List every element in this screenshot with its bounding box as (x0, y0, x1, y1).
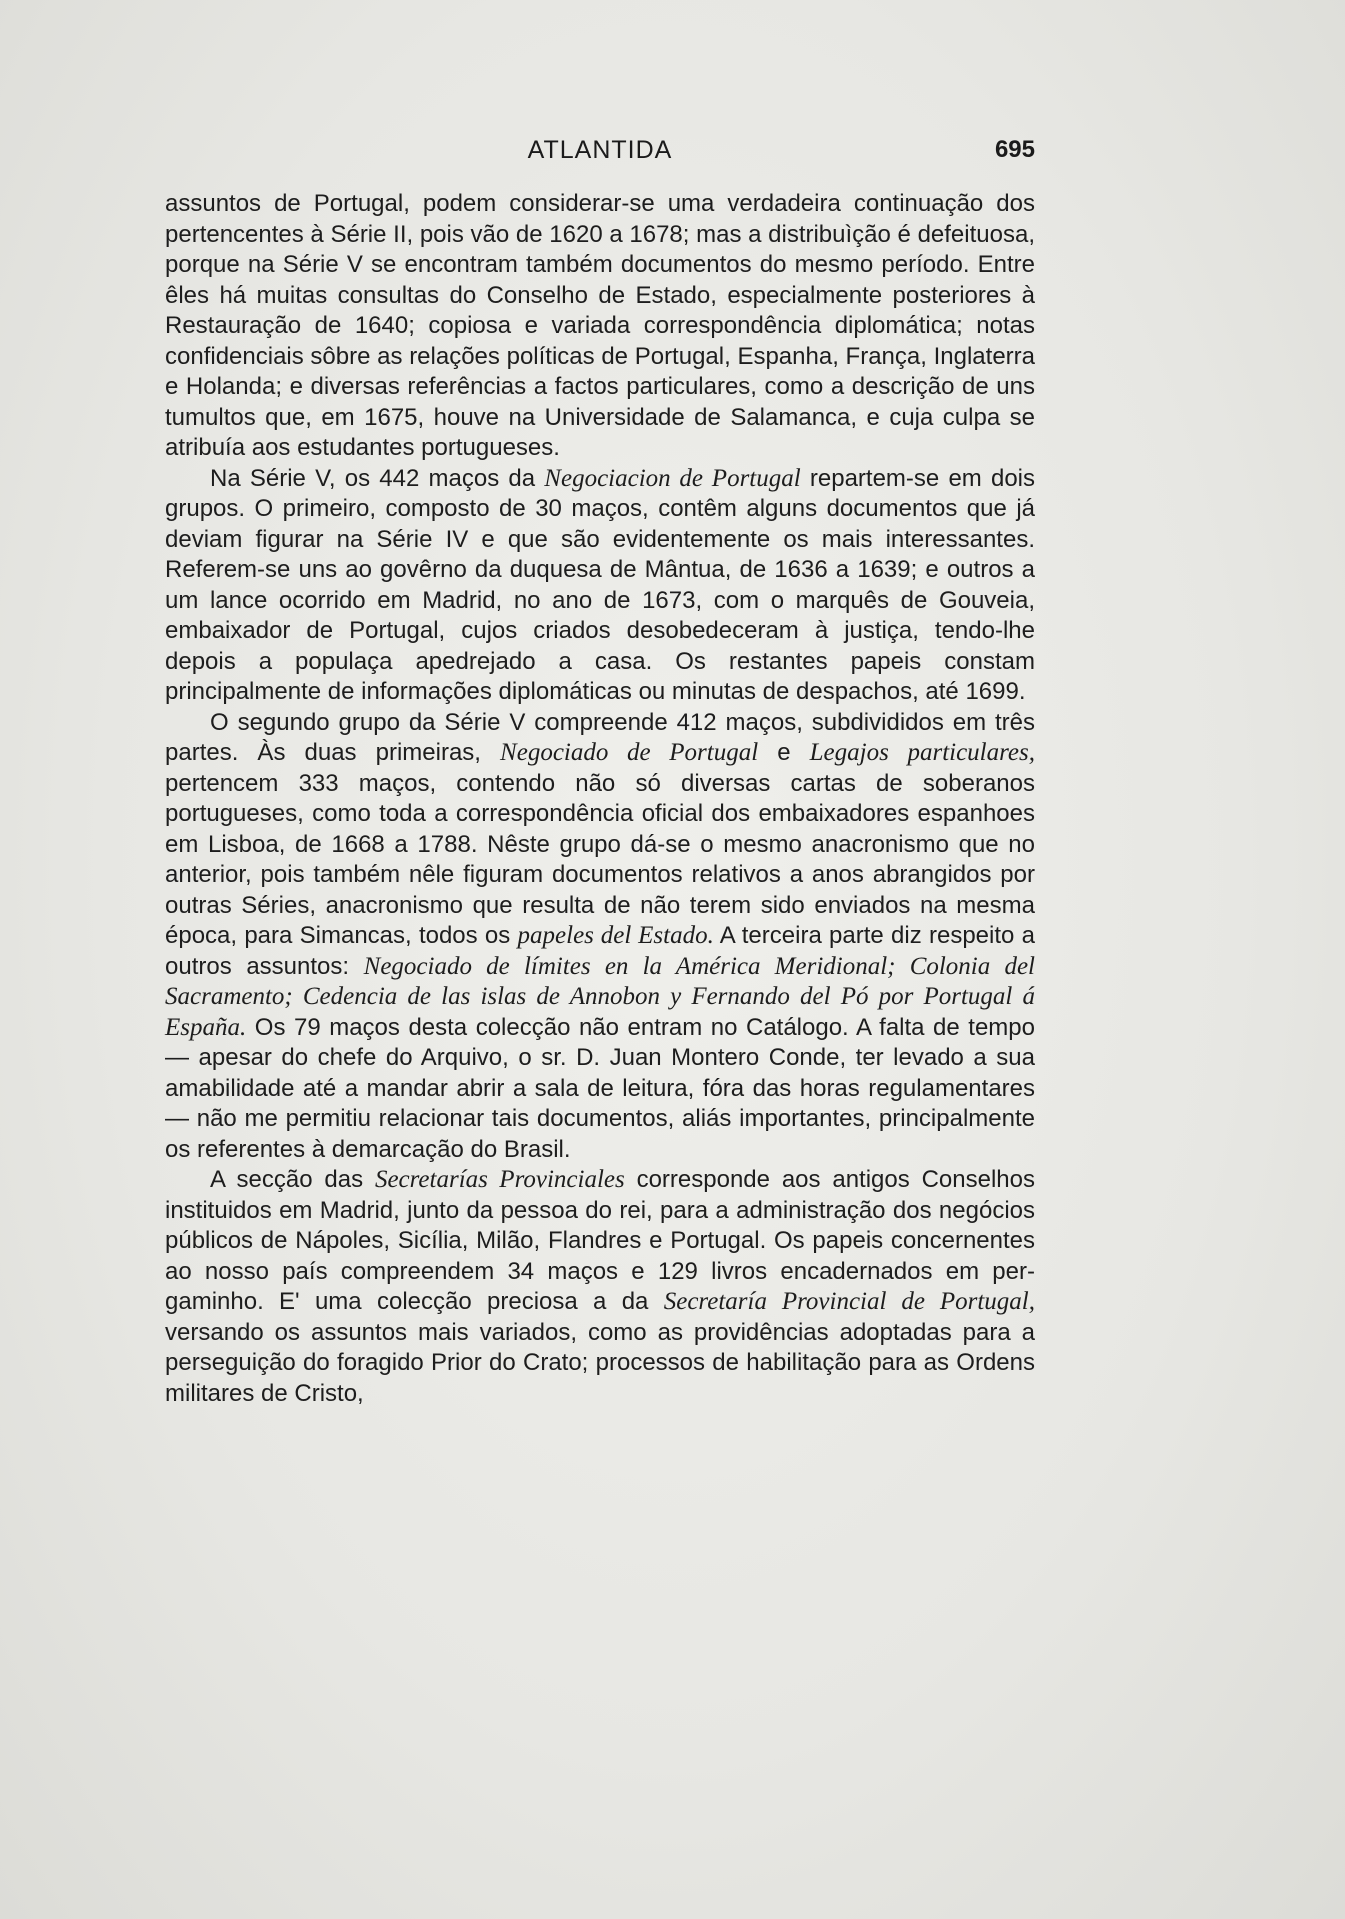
italic-title: Negociado de Portugal (500, 739, 759, 766)
text-run: O segundo grupo da Série V compreende 412 maços, subdivididos em três partes. Às duas primeiras, (165, 708, 1035, 766)
body-text (165, 189, 1035, 1409)
paragraph (165, 189, 1035, 464)
paragraph (165, 464, 1035, 708)
page-header (165, 136, 1035, 170)
text-run: e (758, 739, 810, 766)
page-number: 695 (994, 136, 1035, 163)
italic-title: Negociado de límites en la América Meridional; Colonia del Sacramento; Cedencia de las islas de Annobon y Fernando del Pó por Portugal á España. (165, 952, 1035, 1041)
text-run: Na Série V, os 442 maços da (210, 464, 545, 492)
text-run: A secção das (210, 1166, 375, 1193)
text-run: A terceira parte diz respeito a outros assuntos: (165, 922, 1035, 980)
running-title: ATLANTIDA (527, 136, 673, 164)
text-run: assuntos de Portugal, podem considerar-se uma verdadeira continuação dos pertencentes à Série II, pois vão de 1620 a 1678; mas a distribuìção é defeituosa, porque na Série V se encontram também documentos do mesmo período. Entre êles há muitas consultas do Conselho de Estado, especialmente posteriores à Restauração de 1640; copiosa e variada correspondência diplomática; notas confidenciais sôbre as relações políticas de Portugal, Espanha, França, Inglaterra e Holanda; e diversas referências a factos particulares, como a descrição de uns tumultos que, em 1675, houve na Universidade de Salamanca, e cuja culpa se atribuía aos estudantes portugueses. (165, 190, 1035, 461)
text-run: Os 79 maços desta colecção não entram no Catálogo. A falta de tempo — apesar do chefe do Arquivo, o sr. D. Juan Montero Conde, ter levado a sua amabilidade até a mandar abrir a sala de leitura, fóra das horas regulamentares — não me permitiu relacionar tais documentos, aliás importantes, principalmente os referentes à demarcação do Brasil. (165, 1013, 1035, 1163)
text-run: corresponde aos antigos Conselhos instituidos em Madrid, junto da pessoa do rei, para a administração dos negócios públicos de Nápoles, Sicília, Milão, Flandres e Portugal. Os papeis concernentes ao nosso país compreendem 34 maços e 129 livros encadernados em pergaminho. E' uma colecção preciosa a da (165, 1166, 1035, 1315)
italic-title: Negociacion de Portugal (544, 464, 801, 492)
italic-title: Secretaría Provincial de Portugal, (663, 1288, 1035, 1315)
text-run: repartem-se em dois grupos. O primeiro, composto de 30 maços, contêm alguns documentos que já deviam figurar na Série IV e que são evidentemente os mais interessantes. Referem-se uns ao govêrno da duquesa de Mântua, de 1636 a 1639; e outros a um lance ocorrido em Madrid, no ano de 1673, com o marquês de Gouveia, embaixador de Portugal, cujos criados desobedeceram à justiça, tendo-lhe depois a populaça apedrejado a casa. Os restantes papeis constam principalmente de informações diplomáticas ou minutas de despachos, até 1699. (165, 464, 1036, 705)
text-run: versando os assuntos mais variados, como as providências adoptadas para a perseguição do foragido Prior do Crato; processos de habilitação para as Ordens militares de Cristo, (165, 1318, 1035, 1407)
italic-title: Legajos particulares, (809, 739, 1036, 766)
paragraph (165, 708, 1035, 1166)
italic-title: papeles del Estado. (517, 922, 714, 949)
italic-title: Secretarías Provinciales (374, 1166, 625, 1193)
paragraph (165, 1165, 1035, 1409)
text-run: pertencem 333 maços, contendo não só diversas cartas de soberanos portugueses, como toda a correspondência oficial dos embaixadores espanhoes em Lisboa, de 1668 a 1788. Nêste grupo dá-se o mesmo anacronismo que no anterior, pois também nêle figuram documentos relativos a anos abrangidos por outras Séries, anacronismo que resulta de não terem sido enviados na mesma época, para Simancas, todos os (165, 769, 1035, 949)
